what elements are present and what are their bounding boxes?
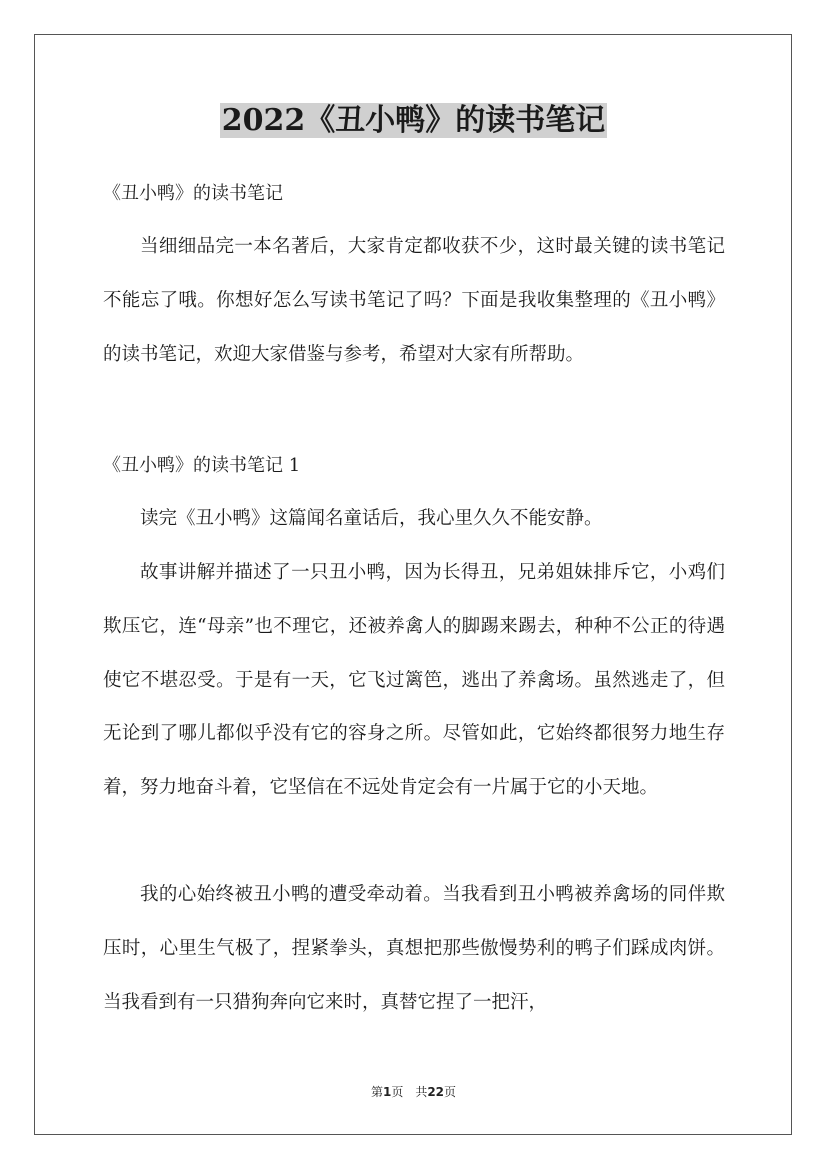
section-heading: 《丑小鸭》的读书笔记 bbox=[103, 183, 283, 204]
intro-paragraph: 当细细品完一本名著后，大家肯定都收获不少，这时最关键的读书笔记不能忘了哦。你想好怎么写读书笔记了吗？下面是我收集整理的《丑小鸭》的读书笔记，欢迎大家借鉴与参考，希望对大家有所帮助。 bbox=[103, 236, 725, 365]
body-paragraph-1: 读完《丑小鸭》这篇闻名童话后，我心里久久不能安静。 bbox=[140, 508, 603, 529]
subsection-heading: 《丑小鸭》的读书笔记 1 bbox=[103, 455, 301, 476]
document-title bbox=[0, 100, 827, 142]
footer-prefix: 第 bbox=[370, 1085, 383, 1099]
current-page-number: 1 bbox=[382, 1085, 392, 1099]
page-footer bbox=[0, 1084, 827, 1100]
footer-suffix: 页 bbox=[444, 1085, 457, 1099]
body-paragraph-2: 故事讲解并描述了一只丑小鸭，因为长得丑，兄弟姐妹排斥它，小鸡们欺压它，连“母亲”也不理它，还被养禽人的脚踢来踢去，种种不公正的待遇使它不堪忍受。于是有一天，它飞过篱笆，逃出了养禽场。虽然逃走了，但无论到了哪儿都似乎没有它的容身之所。尽管如此，它始终都很努力地生存着，努力地奋斗着，它坚信在不远处肯定会有一片属于它的小天地。 bbox=[103, 562, 725, 799]
document-title-text: 2022《丑小鸭》的读书笔记 bbox=[221, 103, 606, 138]
body-paragraph-3: 我的心始终被丑小鸭的遭受牵动着。当我看到丑小鸭被养禽场的同伴欺压时，心里生气极了，捏紧拳头，真想把那些傲慢势利的鸭子们踩成肉饼。当我看到有一只猎狗奔向它来时，真替它捏了一把汗， bbox=[103, 884, 725, 1013]
footer-mid: 页 共 bbox=[391, 1085, 428, 1099]
total-page-count: 22 bbox=[427, 1085, 445, 1099]
